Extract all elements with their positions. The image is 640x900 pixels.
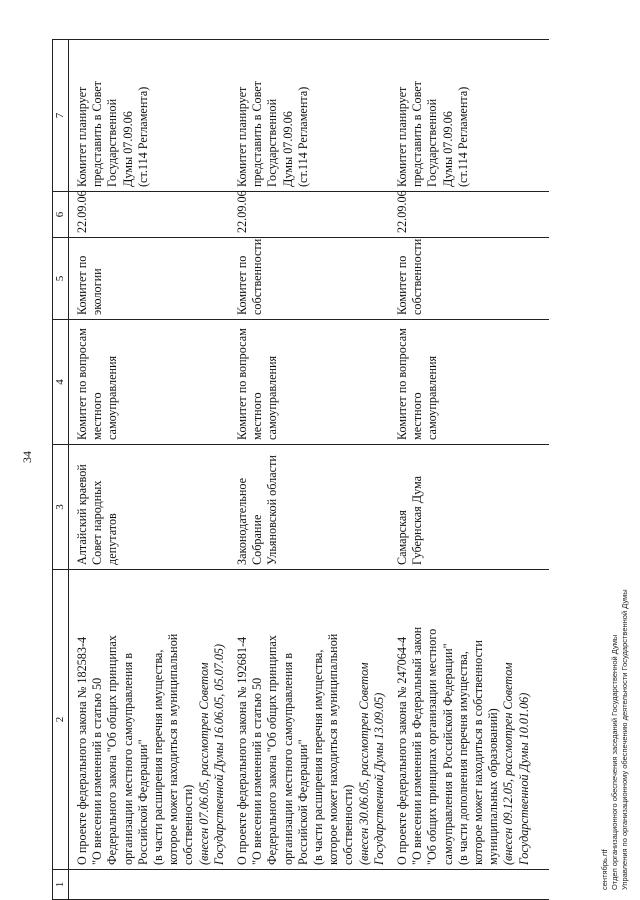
note-line: Государственной bbox=[425, 98, 440, 187]
note-line: Думы 07.09.06 bbox=[120, 111, 135, 187]
note-line: Государственной bbox=[265, 98, 280, 187]
header-col-3: 3 bbox=[53, 445, 69, 570]
bill-line: которое может находиться в муниципальной bbox=[326, 633, 341, 865]
note-line: Комитет планирует bbox=[75, 86, 89, 187]
note-line: Думы 07.09.06 bbox=[280, 111, 295, 187]
bill-line: Российской Федерации" bbox=[295, 739, 310, 865]
initiator-cell: Алтайский краевой Совет народных депутатов bbox=[69, 445, 230, 570]
note-line: Комитет планирует bbox=[235, 86, 250, 187]
bill-status-line: (внесен 09.12.05, рассмотрен Советом bbox=[501, 662, 516, 865]
bill-line: которое может находиться в собственности bbox=[471, 640, 486, 865]
date-cell: 22.09.06 bbox=[229, 192, 389, 238]
note-line: представить в Совет bbox=[90, 80, 105, 187]
row-number-cell bbox=[69, 870, 230, 900]
responsible-committee-cell: Комитет по вопросам местного самоуправления bbox=[229, 320, 389, 445]
initiator-cell: Законодательное Собрание Ульяновской области bbox=[229, 445, 389, 570]
bill-line: Федерального закона "Об общих принципах bbox=[265, 635, 280, 865]
bill-line: "О внесении изменений в Федеральный закон bbox=[410, 626, 425, 865]
note-line: Государственной bbox=[105, 98, 120, 187]
page-number: 34 bbox=[20, 451, 34, 463]
bill-line: (в части расширения перечня имущества, bbox=[151, 649, 166, 865]
coexecutor-committee-cell: Комитет по экологии bbox=[69, 238, 230, 320]
row-number-cell bbox=[229, 870, 389, 900]
responsible-committee-cell: Комитет по вопросам местного самоуправления bbox=[389, 320, 549, 445]
coexecutor-committee-cell: Комитет по собственности bbox=[229, 238, 389, 320]
bill-line: (в части дополнения перечня имущества, bbox=[455, 651, 470, 865]
date-cell: 22.09.06 bbox=[69, 192, 230, 238]
footer-filename: сентябрь.rtf bbox=[600, 849, 609, 890]
note-line: Комитет планирует bbox=[395, 86, 410, 187]
bill-line: собственности) bbox=[181, 784, 196, 865]
note-line: Думы 07.09.06 bbox=[440, 111, 455, 187]
bill-line: (в части расширения перечня имущества, bbox=[311, 649, 326, 865]
bill-line: Российской Федерации" bbox=[135, 739, 150, 865]
bill-line: самоуправления в Российской Федерации" bbox=[440, 643, 455, 865]
note-line: (ст.114 Регламента) bbox=[455, 86, 470, 187]
bill-line: муниципальных образований) bbox=[486, 708, 501, 865]
footer-department: Отдел организационного обеспечения заседаний Государственной Думы bbox=[610, 634, 619, 890]
note-cell bbox=[389, 40, 549, 192]
header-col-6: 6 bbox=[53, 192, 69, 238]
bill-status-line: (внесен 30.06.05, рассмотрен Советом bbox=[356, 662, 371, 865]
bill-line: которое может находиться в муниципальной bbox=[166, 633, 181, 865]
note-line: (ст.114 Регламента) bbox=[135, 86, 150, 187]
bill-status-line: (внесен 07.06.05, рассмотрен Советом bbox=[196, 662, 211, 865]
bill-line: "Об общих принципах организации местного bbox=[425, 628, 440, 865]
bill-status-line: Государственной Думы 10.01.06) bbox=[516, 692, 531, 865]
footer-directorate: Управления по организационному обеспечению деятельности Государственной Думы bbox=[620, 589, 629, 890]
table-row bbox=[229, 40, 389, 900]
header-col-5: 5 bbox=[53, 238, 69, 320]
bill-line: О проекте федерального закона № 247064-4 bbox=[395, 636, 410, 865]
date-cell: 22.09.06 bbox=[389, 192, 549, 238]
bill-line: "О внесении изменений в статью 50 bbox=[90, 677, 105, 865]
note-cell bbox=[69, 40, 230, 192]
bill-cell bbox=[389, 570, 549, 870]
note-cell bbox=[229, 40, 389, 192]
bill-cell bbox=[229, 570, 389, 870]
bill-line: О проекте федерального закона № 192681-4 bbox=[235, 636, 250, 865]
initiator-cell: Самарская Губернская Дума bbox=[389, 445, 549, 570]
table-row bbox=[69, 40, 230, 900]
header-row bbox=[53, 40, 69, 900]
header-col-7: 7 bbox=[53, 40, 69, 192]
table-row bbox=[389, 40, 549, 900]
header-col-2: 2 bbox=[53, 570, 69, 870]
bill-line: собственности) bbox=[341, 784, 356, 865]
bill-status-line: Государственной Думы 13.09.05) bbox=[371, 692, 386, 865]
note-line: представить в Совет bbox=[250, 80, 265, 187]
note-line: представить в Совет bbox=[410, 80, 425, 187]
bill-cell bbox=[69, 570, 230, 870]
header-col-4: 4 bbox=[53, 320, 69, 445]
responsible-committee-cell: Комитет по вопросам местного самоуправления bbox=[69, 320, 230, 445]
bills-table bbox=[52, 39, 549, 900]
coexecutor-committee-cell: Комитет по собственности bbox=[389, 238, 549, 320]
header-col-1: 1 bbox=[53, 870, 69, 900]
bill-line: организации местного самоуправления в bbox=[120, 652, 135, 865]
bill-line: Федерального закона "Об общих принципах bbox=[105, 635, 120, 865]
bill-line: организации местного самоуправления в bbox=[280, 652, 295, 865]
bill-line: О проекте федерального закона № 182583-4 bbox=[75, 636, 89, 865]
row-number-cell bbox=[389, 870, 549, 900]
note-line: (ст.114 Регламента) bbox=[295, 86, 310, 187]
bill-status-line: Государственной Думы 16.06.05, 05.07.05) bbox=[211, 643, 226, 865]
bill-line: "О внесении изменений в статью 50 bbox=[250, 677, 265, 865]
